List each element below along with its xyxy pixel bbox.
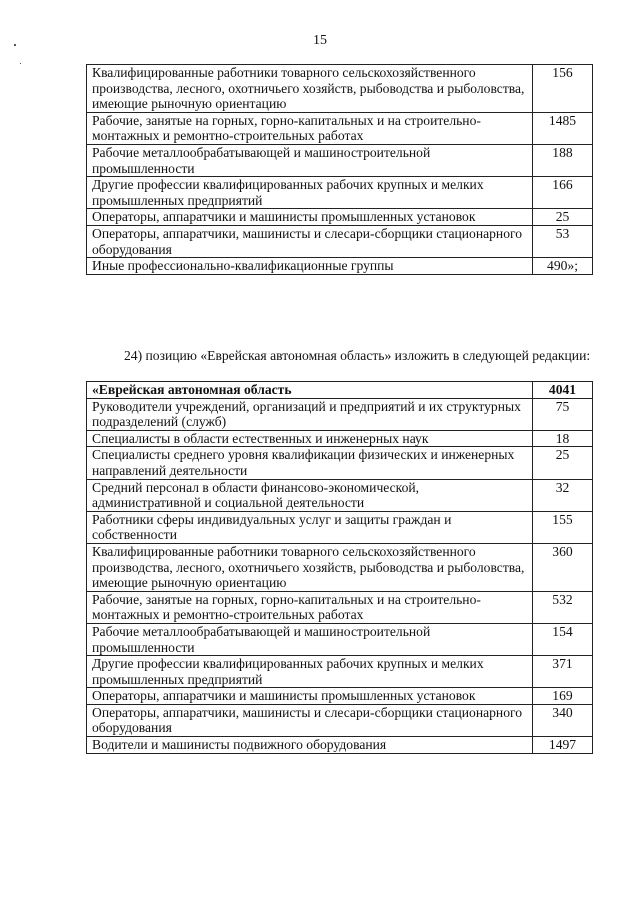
table-row: [87, 398, 593, 430]
occupation-group-label: Рабочие, занятые на горных, горно-капитальных и на строительно-монтажных и ремонтно-строительных работах: [87, 591, 533, 623]
region-total-row: [87, 382, 593, 399]
occupation-group-label: Квалифицированные работники товарного сельскохозяйственного производства, лесного, охотничьего хозяйств, рыбоводства и рыболовства, имеющие рыночную ориентацию: [87, 543, 533, 591]
table-row: [87, 543, 593, 591]
table-row: [87, 430, 593, 447]
occupation-group-value: 156: [533, 65, 593, 113]
table-row: [87, 112, 593, 144]
table-row: [87, 479, 593, 511]
occupation-group-label: Работники сферы индивидуальных услуг и защиты граждан и собственности: [87, 511, 533, 543]
region-total-value: 4041: [533, 382, 593, 399]
occupation-group-value: 188: [533, 144, 593, 176]
occupation-group-label: Операторы, аппаратчики и машинисты промышленных установок: [87, 209, 533, 226]
occupation-group-label: Квалифицированные работники товарного сельскохозяйственного производства, лесного, охотничьего хозяйств, рыбоводства и рыболовства, имеющие рыночную ориентацию: [87, 65, 533, 113]
occupation-group-label: Иные профессионально-квалификационные группы: [87, 258, 533, 275]
occupation-group-value: 32: [533, 479, 593, 511]
table-row: [87, 447, 593, 479]
occupation-group-label: Рабочие металлообрабатывающей и машиностроительной промышленности: [87, 623, 533, 655]
occupation-group-label: Специалисты среднего уровня квалификации физических и инженерных направлений деятельности: [87, 447, 533, 479]
amendment-text: 24) позицию «Еврейская автономная область» изложить в следующей редакции:: [124, 348, 591, 363]
region-name: «Еврейская автономная область: [87, 382, 533, 399]
occupation-group-label: Специалисты в области естественных и инженерных наук: [87, 430, 533, 447]
table-row: [87, 656, 593, 688]
table-row: [87, 623, 593, 655]
scan-speck: [20, 63, 21, 64]
occupation-group-label: Руководители учреждений, организаций и предприятий и их структурных подразделений (служб): [87, 398, 533, 430]
table-row: [87, 209, 593, 226]
table-row: [87, 511, 593, 543]
occupation-group-label: Рабочие металлообрабатывающей и машиностроительной промышленности: [87, 144, 533, 176]
table-row: [87, 704, 593, 736]
occupation-group-value: 360: [533, 543, 593, 591]
table-row: [87, 65, 593, 113]
occupation-group-label: Другие профессии квалифицированных рабочих крупных и мелких промышленных предприятий: [87, 177, 533, 209]
occupation-group-value: 166: [533, 177, 593, 209]
amendment-paragraph: [86, 348, 593, 364]
occupation-group-value: 75: [533, 398, 593, 430]
table-row: [87, 177, 593, 209]
occupation-table-continued: [86, 64, 593, 275]
table-row: [87, 258, 593, 275]
occupation-group-value: 1485: [533, 112, 593, 144]
occupation-group-value: 53: [533, 225, 593, 257]
occupation-group-label: Средний персонал в области финансово-экономической, административной и социальной деятельности: [87, 479, 533, 511]
occupation-group-value: 25: [533, 209, 593, 226]
occupation-group-value: 155: [533, 511, 593, 543]
occupation-group-value: 340: [533, 704, 593, 736]
table-row: [87, 225, 593, 257]
occupation-group-label: Операторы, аппаратчики, машинисты и слесари-сборщики стационарного оборудования: [87, 225, 533, 257]
table-row: [87, 688, 593, 705]
jewish-autonomous-region-table: [86, 381, 593, 754]
occupation-group-value: 18: [533, 430, 593, 447]
occupation-group-value: 154: [533, 623, 593, 655]
occupation-group-value: 169: [533, 688, 593, 705]
occupation-group-value: 1497: [533, 737, 593, 754]
table-row: [87, 144, 593, 176]
occupation-group-label: Рабочие, занятые на горных, горно-капитальных и на строительно-монтажных и ремонтно-строительных работах: [87, 112, 533, 144]
occupation-group-label: Операторы, аппаратчики, машинисты и слесари-сборщики стационарного оборудования: [87, 704, 533, 736]
table-row: [87, 737, 593, 754]
occupation-group-value: 490»;: [533, 258, 593, 275]
occupation-group-value: 532: [533, 591, 593, 623]
occupation-group-label: Операторы, аппаратчики и машинисты промышленных установок: [87, 688, 533, 705]
table-row: [87, 591, 593, 623]
occupation-group-value: 371: [533, 656, 593, 688]
page-number: 15: [313, 33, 327, 48]
occupation-group-label: Водители и машинисты подвижного оборудования: [87, 737, 533, 754]
occupation-group-label: Другие профессии квалифицированных рабочих крупных и мелких промышленных предприятий: [87, 656, 533, 688]
occupation-group-value: 25: [533, 447, 593, 479]
